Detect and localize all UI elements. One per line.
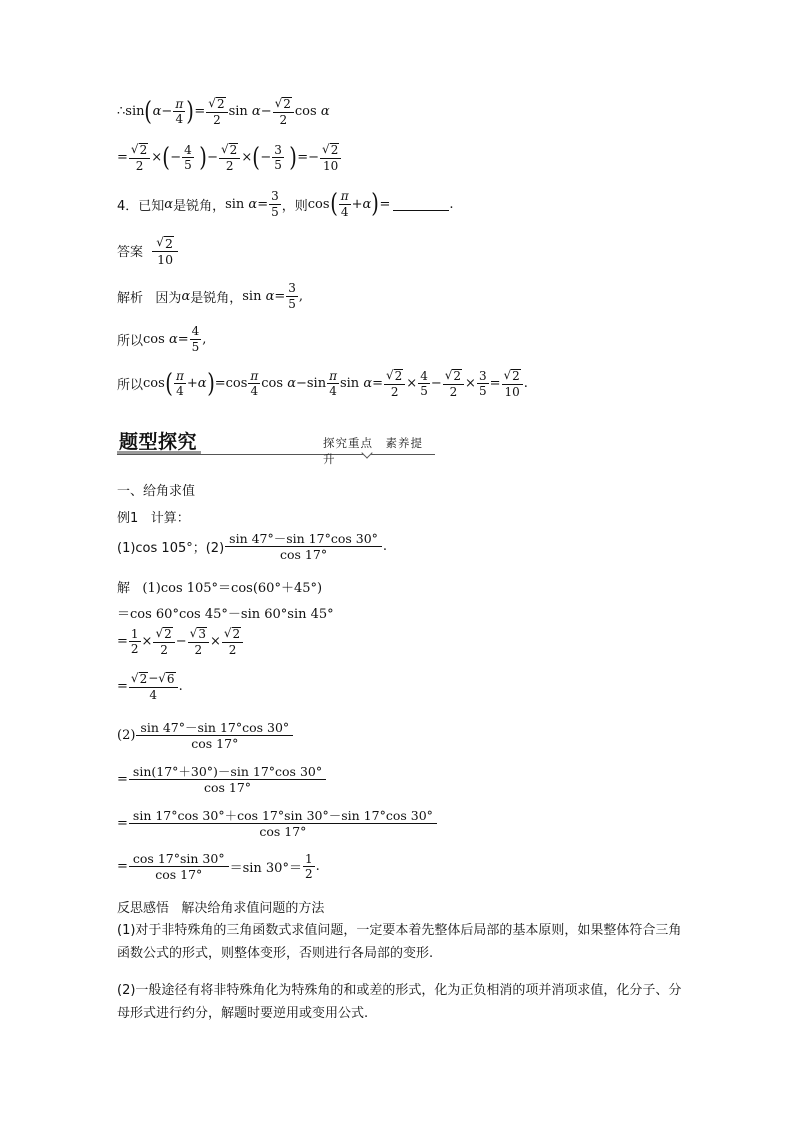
reflection-point-1: (1)对于非特殊角的三角函数式求值问题，一定要本着先整体后局部的基本原则，如果整体符合三角函数公式的形式，则整体变形，否则进行各局部的变形. [117, 923, 682, 961]
sqrt-symbol: √ 2 [444, 368, 462, 383]
solution-step-1: 解 (1)cos 105°＝cos(60°＋45°) [117, 577, 322, 596]
example-1-title: 例1 计算： [117, 507, 190, 526]
expression-fraction: $\frac{\cos 17^\circ\sin 30^\circ}{\cos 17^\circ}$ [129, 852, 229, 881]
sqrt-symbol: √ 2 [322, 142, 339, 157]
question-4: 4．已知 α 是锐角， sin α = $\frac{3}{5}$ ，则 cos ( $\frac{\pi}{4}$ + α ) = . [117, 189, 454, 220]
derivation-line-1: ∴ sin ( α − $\frac{\pi}{4}$ ) = √ 2 2 sin α − √ 2 2 cos α [117, 96, 330, 127]
expression-fraction: $\frac{\sin(17^\circ+30^\circ)-\sin 17^\circ\cos 30^\circ}{\cos 17^\circ}$ [129, 765, 326, 794]
example-1-question: (1)cos 105°；(2) $\frac{\sin 47^\circ-\sin 17^\circ\cos 30^\circ}{\cos 17^\circ}$ . [117, 531, 388, 563]
answer-blank [393, 198, 449, 211]
solution-step-2: ＝cos 60°cos 45°－sin 60°sin 45° [117, 607, 334, 622]
solution-step-5: (2) $\frac{\sin 47^\circ-\sin 17^\circ\cos 30^\circ}{\cos 17^\circ}$ [117, 721, 294, 750]
sqrt-symbol: √ 2 [386, 368, 403, 383]
fraction-3-over-5: $\frac{3}{5}$ [288, 281, 296, 311]
fraction-pi-over-4: $\frac{\pi}{4}$ [340, 189, 349, 219]
banner-subtitle: 探究重点 素养提升 [323, 436, 423, 466]
sqrt-symbol: √ 2 [130, 671, 148, 686]
solution-step-6: = $\frac{\sin(17^\circ+30^\circ)-\sin 17^\circ\cos 30^\circ}{\cos 17^\circ}$ [117, 765, 327, 794]
fraction-sqrt2-over-10: √ 2 10 [320, 143, 341, 172]
therefore-symbol: ∴ [117, 104, 126, 120]
section-heading: 一、给角求值 [117, 484, 196, 499]
sqrt-symbol: √ 2 [155, 626, 172, 641]
sqrt-symbol: √ 2 [208, 96, 225, 111]
fraction-sqrt2-over-2: √ 2 2 [273, 97, 294, 126]
fraction-4-over-5: $\frac{4}{5}$ [420, 368, 428, 399]
fraction-3-over-5: $\frac{3}{5}$ [478, 368, 487, 399]
expression-fraction: $\frac{\sin 17^\circ\cos 30^\circ+\cos 17^\circ\sin 30^\circ-\sin 17^\circ\cos 30^\circ}{\cos 17^\circ}$ [129, 809, 437, 838]
fraction-3-over-5: $\frac{3}{5}$ [271, 189, 279, 219]
solution-label: 解析 [117, 290, 144, 306]
solution-label: 解 [117, 581, 131, 596]
fraction-pi-over-4: $\frac{\pi}{4}$ [329, 368, 337, 399]
fraction-sqrt2-over-2: √ 2 2 [219, 143, 240, 172]
fraction-1-over-2: $\frac{1}{2}$ [130, 626, 139, 657]
fraction-sqrt2-over-2: √ 2 2 [222, 627, 243, 656]
fraction-sqrt2-over-2: √ 2 2 [443, 369, 464, 398]
solution-step-7: = $\frac{\sin 17^\circ\cos 30^\circ+\cos 17^\circ\sin 30^\circ-\sin 17^\circ\cos 30^\circ}{\cos 17^\circ}$ [117, 809, 438, 838]
sqrt-symbol: √ 2 [223, 626, 241, 641]
solution-step-3: = $\frac{1}{2}$ × √ 2 2 − √ 3 2 × √ 2 2 [117, 627, 244, 656]
fraction-4-over-5: $\frac{4}{5}$ [191, 324, 200, 354]
fraction-sqrt2-minus-sqrt6-over-4: √ 2 − √ 6 4 [129, 672, 178, 701]
answer-label: 答案 [117, 245, 144, 261]
fraction-sqrt2-over-2: √ 2 2 [129, 143, 150, 172]
fraction-sqrt2-over-2: √ 2 2 [206, 97, 227, 126]
fraction-sqrt2-over-2: √ 2 2 [384, 369, 405, 398]
sqrt-symbol: √ 2 [156, 235, 173, 251]
reflection-label: 反思感悟 [117, 901, 170, 916]
right-paren: ) [186, 96, 195, 127]
final-line: 所以 cos ( $\frac{\pi}{4}$ + α ) = cos $\frac{\pi}{4}$ cos α − sin $\frac{\pi}{4}$ sin α = √ 2 2 × $\frac{4}{5}$ − √ 2 2 × $\frac{3}{5}$ = √ 2 10 . [117, 368, 528, 399]
sqrt-symbol: √ 2 [503, 368, 520, 383]
sqrt-symbol: √ 6 [158, 671, 175, 686]
fraction-1-over-2: $\frac{1}{2}$ [304, 851, 313, 882]
cos-line: 所以 cos α = $\frac{4}{5}$ , [117, 324, 207, 354]
fraction-pi-over-4: $\frac{\pi}{4}$ [250, 368, 259, 399]
answer-line [117, 235, 179, 266]
solution-line: 解析 因为 α 是锐角， sin α = $\frac{3}{5}$ , [117, 281, 304, 311]
reflection-point-2: (2)一般途径有将非特殊角化为特殊角的和或差的形式，化为正负相消的项并消项求值，化分子、分母形式进行约分，解题时要逆用或变用公式. [117, 983, 682, 1021]
expression-fraction: $\frac{\sin 47^\circ-\sin 17^\circ\cos 30^\circ}{\cos 17^\circ}$ [225, 532, 382, 561]
solution-step-4: = √ 2 − √ 6 4 . [117, 671, 183, 702]
expression-fraction: $\frac{\sin 47^\circ-\sin 17^\circ\cos 30^\circ}{\cos 17^\circ}$ [136, 721, 293, 750]
fraction-pi-over-4: $\frac{\pi}{4}$ [175, 368, 184, 399]
example-label: 例1 [117, 511, 139, 526]
fraction-sqrt2-over-10: √ 2 10 [152, 235, 178, 266]
reflection-title: 解决给角求值问题的方法 [181, 901, 325, 916]
fraction-3-over-5: $\frac{3}{5}$ [274, 142, 282, 173]
left-paren: ( [144, 96, 153, 127]
sqrt-symbol: √ 2 [274, 96, 291, 111]
reflection-heading [117, 897, 324, 916]
sqrt-symbol: √ 2 [221, 142, 238, 157]
fraction-sqrt2-over-2: √ 2 2 [153, 627, 174, 656]
solution-step-8: = $\frac{\cos 17^\circ\sin 30^\circ}{\cos 17^\circ}$ ＝sin 30°＝ $\frac{1}{2}$ . [117, 851, 320, 883]
derivation-line-2: = √ 2 2 × ( − $\frac{4}{5}$ ) − √ 2 2 × ( − $\frac{3}{5}$ ) = − √ 2 10 [117, 143, 342, 172]
fraction-pi-over-4: $\frac{\pi}{4}$ [175, 96, 184, 127]
banner-title: 题型探究 [119, 431, 198, 453]
fraction-sqrt2-over-10: √ 2 10 [502, 369, 523, 398]
sqrt-symbol: √ 3 [189, 626, 206, 641]
fraction-sqrt3-over-2: √ 3 2 [188, 627, 209, 656]
fraction-4-over-5: $\frac{4}{5}$ [184, 142, 192, 173]
sqrt-symbol: √ 2 [130, 142, 148, 157]
section-banner [117, 425, 435, 466]
